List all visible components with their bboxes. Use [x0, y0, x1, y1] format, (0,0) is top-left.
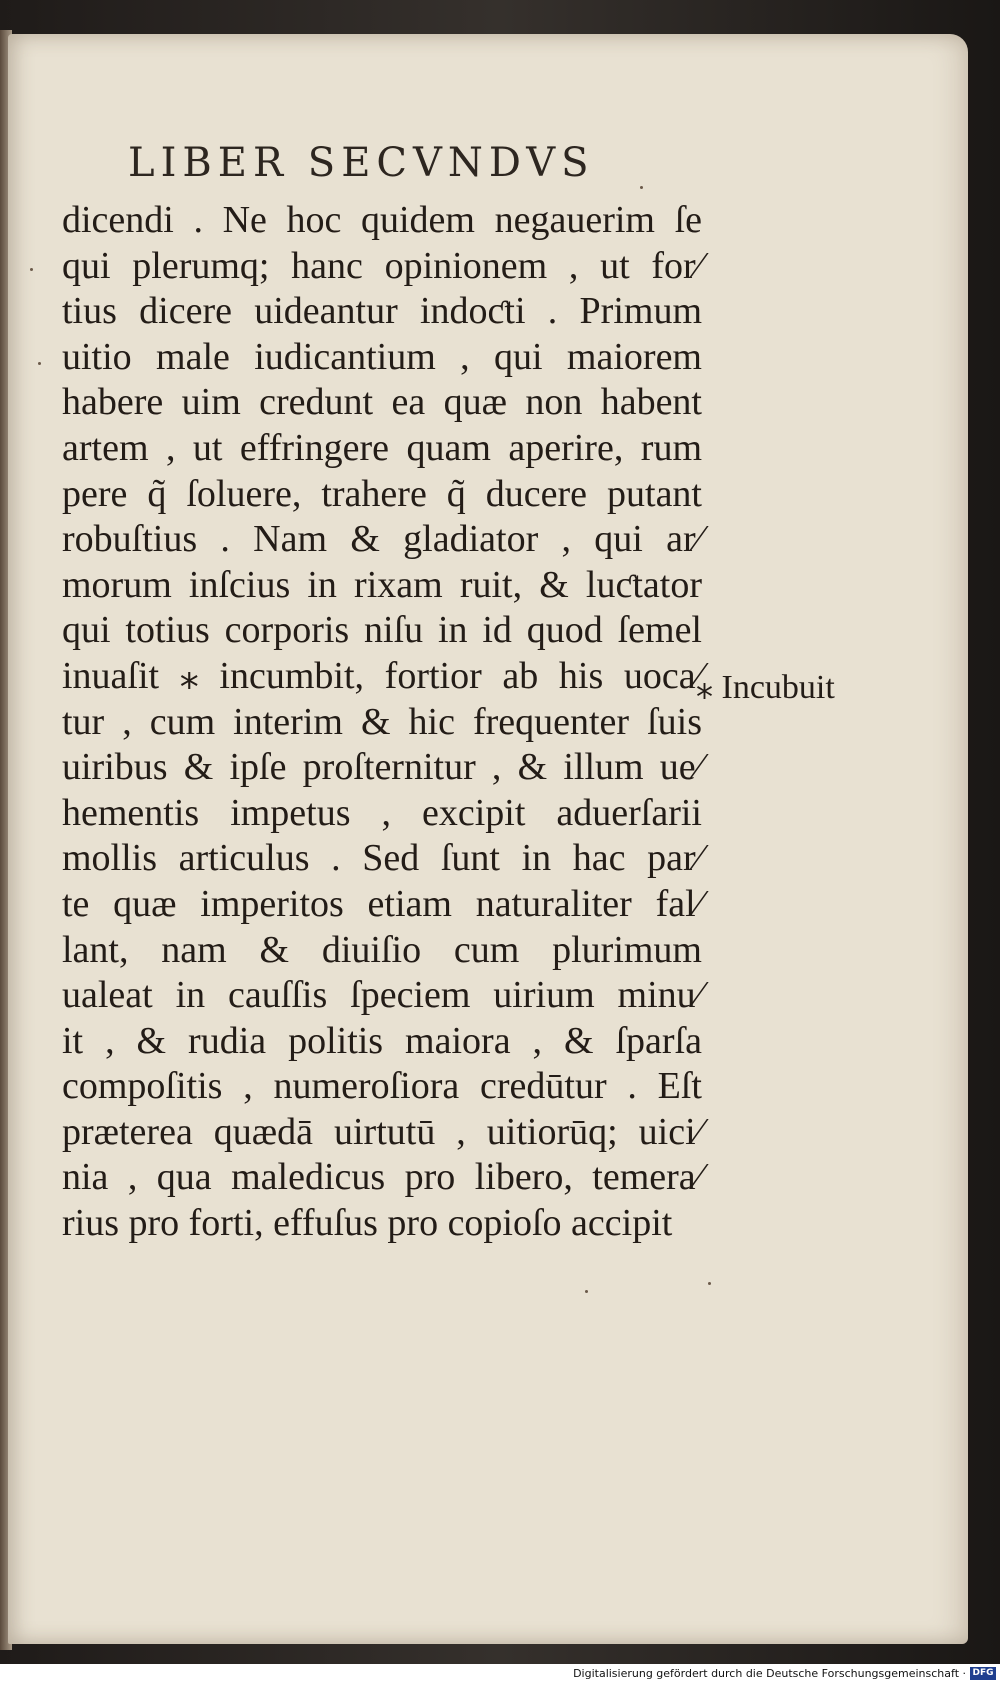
- text-line: rius pro forti, effuſus pro copioſo accipit: [62, 1202, 673, 1245]
- ink-speck: [708, 1282, 711, 1285]
- digitization-credit: Digitalisierung gefördert durch die Deutsche Forschungsgemeinschaft ·: [573, 1667, 966, 1680]
- text-line: uitio male iudicantium , qui maiorem: [62, 335, 702, 378]
- text-line: tius dicere uideantur indoƈti . Primum: [62, 290, 702, 333]
- text-line: nia , qua maledicus pro libero, temera⁄: [62, 1156, 702, 1199]
- text-line: it , & rudia politis maiora , & ſparſa: [62, 1019, 702, 1062]
- text-line: inuaſit ⁎ incumbit, fortior ab his uoca⁄: [62, 654, 702, 697]
- text-line: ualeat in cauſſis ſpeciem uirium minu⁄: [62, 974, 702, 1017]
- text-line: compoſitis , numeroſiora credūtur . Eſt: [62, 1065, 702, 1108]
- ink-speck: [38, 362, 41, 365]
- text-line: artem , ut effringere quam aperire, rum: [62, 426, 702, 469]
- text-line: præterea quædā uirtutū , uitiorūq; uici⁄: [62, 1110, 702, 1153]
- text-line: robuſtius . Nam & gladiator , qui ar⁄: [62, 518, 702, 561]
- text-line: tur , cum interim & hic frequenter ſuis: [62, 700, 702, 743]
- text-line: qui totius corporis niſu in id quod ſemel: [62, 609, 702, 652]
- body-text: [62, 198, 702, 1247]
- text-line: te quæ imperitos etiam naturaliter fal⁄: [62, 882, 702, 925]
- text-line: pere q̃ ſoluere, trahere q̃ ducere putant: [62, 472, 702, 515]
- ink-speck: [640, 186, 643, 189]
- ink-speck: [30, 268, 33, 271]
- text-line: uiribus & ipſe proſternitur , & illum ue⁄: [62, 746, 702, 789]
- text-line: qui plerumq; hanc opinionem , ut for⁄: [62, 244, 702, 287]
- dfg-logo: DFG: [970, 1667, 996, 1680]
- text-line: mollis articulus . Sed ſunt in hac par⁄: [62, 837, 702, 880]
- text-line: habere uim credunt ea quæ non habent: [62, 381, 702, 424]
- running-head: LIBER SECVNDVS: [128, 140, 595, 186]
- text-line: morum inſcius in rixam ruit, & luƈtator: [62, 563, 702, 606]
- margin-note: ⁎ Incubuit: [696, 669, 835, 706]
- text-line: dicendi . Ne hoc quidem negauerim ſe: [62, 199, 702, 241]
- text-line: lant, nam & diuiſio cum plurimum: [62, 928, 702, 971]
- text-line: hementis impetus , excipit aduerſarii: [62, 791, 702, 834]
- ink-speck: [585, 1290, 588, 1293]
